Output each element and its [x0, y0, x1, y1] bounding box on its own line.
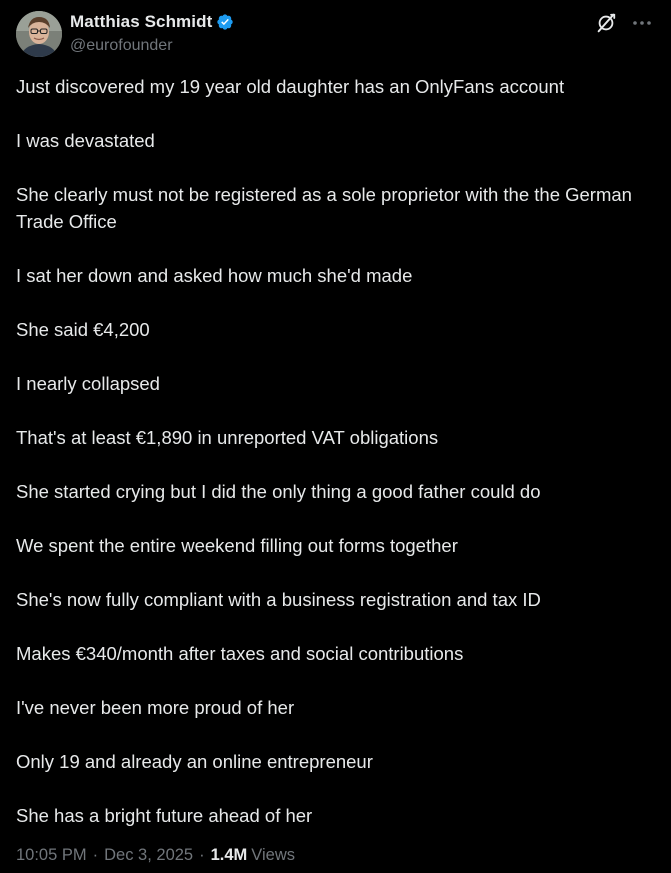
post-line: She clearly must not be registered as a sole proprietor with the the German Trade Office [16, 184, 637, 232]
author-display-name[interactable]: Matthias Schmidt [70, 12, 213, 31]
post-line: I've never been more proud of her [16, 697, 295, 718]
post-line: Makes €340/month after taxes and social contributions [16, 643, 464, 664]
post-line: I was devastated [16, 130, 155, 151]
post-line: Just discovered my 19 year old daughter has an OnlyFans account [16, 76, 565, 97]
post-line: She has a bright future ahead of her [16, 805, 313, 826]
grok-icon[interactable] [595, 12, 617, 34]
post-line: That's at least €1,890 in unreported VAT obligations [16, 427, 439, 448]
post-line: She said €4,200 [16, 319, 150, 340]
post-line: I sat her down and asked how much she'd made [16, 265, 413, 286]
avatar-image [16, 11, 62, 57]
post-line: Only 19 and already an online entrepreneur [16, 751, 373, 772]
post-time[interactable]: 10:05 PM [16, 846, 87, 864]
more-options-icon[interactable] [631, 12, 653, 34]
views-count[interactable]: 1.4M [210, 846, 248, 864]
meta-separator: · [199, 846, 205, 864]
post-line: She's now fully compliant with a business registration and tax ID [16, 589, 541, 610]
views-label: Views [251, 846, 296, 864]
post-line: She started crying but I did the only thing a good father could do [16, 481, 541, 502]
post-date[interactable]: Dec 3, 2025 [104, 846, 194, 864]
post-metadata [16, 846, 295, 865]
avatar[interactable] [16, 11, 62, 57]
meta-separator: · [92, 846, 99, 864]
author-name-row [70, 12, 234, 32]
post-actions [595, 12, 653, 34]
post-line: I nearly collapsed [16, 373, 160, 394]
post-text [16, 73, 656, 856]
verified-badge-icon[interactable] [216, 13, 234, 31]
author-handle[interactable]: @eurofounder [70, 37, 173, 54]
post-line: We spent the entire weekend filling out forms together [16, 535, 458, 556]
